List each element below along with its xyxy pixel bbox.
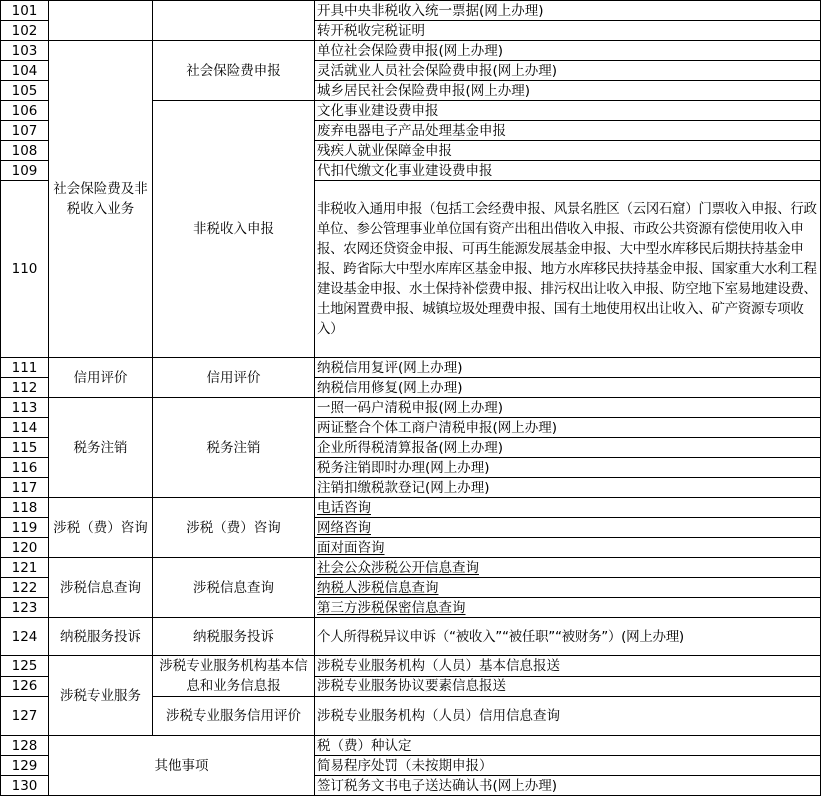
row-number: 103	[1, 41, 49, 61]
row-number: 121	[1, 558, 49, 578]
row-number: 102	[1, 21, 49, 41]
service-item: 税（费）种认定	[315, 736, 821, 756]
row-number: 104	[1, 61, 49, 81]
service-item: 签订税务文书电子送达确认书(网上办理)	[315, 776, 821, 796]
row-number: 115	[1, 438, 49, 458]
category-social-nontax: 社会保险费及非税收入业务	[49, 41, 153, 358]
service-item: 网络咨询	[315, 518, 821, 538]
service-item: 纳税信用修复(网上办理)	[315, 378, 821, 398]
row-number: 101	[1, 1, 49, 21]
subcategory-empty	[153, 1, 315, 41]
service-item: 转开税收完税证明	[315, 21, 821, 41]
row-number: 124	[1, 618, 49, 656]
row-number: 118	[1, 498, 49, 518]
subcategory-info-query: 涉税信息查询	[153, 558, 315, 618]
category-empty	[49, 1, 153, 41]
service-item: 两证整合个体工商户清税申报(网上办理)	[315, 418, 821, 438]
subcategory-credit: 信用评价	[153, 358, 315, 398]
service-item: 残疾人就业保障金申报	[315, 141, 821, 161]
service-item: 涉税专业服务协议要素信息报送	[315, 676, 821, 697]
service-item: 一照一码户清税申报(网上办理)	[315, 398, 821, 418]
service-item: 灵活就业人员社会保险费申报(网上办理)	[315, 61, 821, 81]
table-row	[1, 558, 821, 578]
table-row	[1, 498, 821, 518]
row-number: 110	[1, 181, 49, 358]
service-item: 简易程序处罚（未按期申报）	[315, 756, 821, 776]
category-deregistration: 税务注销	[49, 398, 153, 498]
table-row	[1, 736, 821, 756]
service-item: 废弃电器电子产品处理基金申报	[315, 121, 821, 141]
table-row	[1, 398, 821, 418]
category-credit: 信用评价	[49, 358, 153, 398]
subcategory-prof-credit: 涉税专业服务信用评价	[153, 697, 315, 736]
table-row	[1, 656, 821, 677]
row-number: 129	[1, 756, 49, 776]
category-other: 其他事项	[49, 736, 315, 796]
row-number: 126	[1, 676, 49, 697]
service-item: 城乡居民社会保险费申报(网上办理)	[315, 81, 821, 101]
row-number: 117	[1, 478, 49, 498]
row-number: 113	[1, 398, 49, 418]
subcategory-social-insurance: 社会保险费申报	[153, 41, 315, 101]
row-number: 109	[1, 161, 49, 181]
service-item: 纳税人涉税信息查询	[315, 578, 821, 598]
row-number: 112	[1, 378, 49, 398]
service-item: 第三方涉税保密信息查询	[315, 598, 821, 618]
service-item: 税务注销即时办理(网上办理)	[315, 458, 821, 478]
table-row	[1, 618, 821, 656]
row-number: 114	[1, 418, 49, 438]
row-number: 108	[1, 141, 49, 161]
service-item: 企业所得税清算报备(网上办理)	[315, 438, 821, 458]
service-item: 非税收入通用申报（包括工会经费申报、风景名胜区（云冈石窟）门票收入申报、行政单位、参公管理事业单位国有资产出租出借收入申报、市政公共资源有偿使用收入申报、农网还贷资金申报、可再生能源发展基金申报、大中型水库移民后期扶持基金申报、跨省际大中型水库库区基金申报、地方水库移民扶持基金申报、国家重大水利工程建设基金申报、水土保持补偿费申报、排污权出让收入申报、防空地下室易地建设费、土地闲置费申报、城镇垃圾处理费申报、国有土地使用权出让收入、矿产资源专项收入）	[315, 181, 821, 358]
row-number: 111	[1, 358, 49, 378]
service-item: 单位社会保险费申报(网上办理)	[315, 41, 821, 61]
service-item: 面对面咨询	[315, 538, 821, 558]
subcategory-prof-basic-info: 涉税专业服务机构基本信息和业务信息报	[153, 656, 315, 697]
service-item: 涉税专业服务机构（人员）信用信息查询	[315, 697, 821, 736]
row-number: 122	[1, 578, 49, 598]
row-number: 107	[1, 121, 49, 141]
row-number: 116	[1, 458, 49, 478]
category-info-query: 涉税信息查询	[49, 558, 153, 618]
row-number: 106	[1, 101, 49, 121]
service-item: 个人所得税异议申诉（“被收入”“被任职”“被财务”）(网上办理)	[315, 618, 821, 656]
service-item: 电话咨询	[315, 498, 821, 518]
row-number: 125	[1, 656, 49, 677]
row-number: 105	[1, 81, 49, 101]
service-item: 注销扣缴税款登记(网上办理)	[315, 478, 821, 498]
category-consultation: 涉税（费）咨询	[49, 498, 153, 558]
row-number: 120	[1, 538, 49, 558]
category-professional-service: 涉税专业服务	[49, 656, 153, 736]
table-row	[1, 358, 821, 378]
subcategory-nontax: 非税收入申报	[153, 101, 315, 358]
service-item: 文化事业建设费申报	[315, 101, 821, 121]
subcategory-complaint: 纳税服务投诉	[153, 618, 315, 656]
service-item: 纳税信用复评(网上办理)	[315, 358, 821, 378]
subcategory-deregistration: 税务注销	[153, 398, 315, 498]
row-number: 130	[1, 776, 49, 796]
row-number: 123	[1, 598, 49, 618]
table-row	[1, 41, 821, 61]
service-item: 涉税专业服务机构（人员）基本信息报送	[315, 656, 821, 677]
row-number: 127	[1, 697, 49, 736]
service-item: 社会公众涉税公开信息查询	[315, 558, 821, 578]
subcategory-consultation: 涉税（费）咨询	[153, 498, 315, 558]
service-item: 开具中央非税收入统一票据(网上办理)	[315, 1, 821, 21]
row-number: 128	[1, 736, 49, 756]
row-number: 119	[1, 518, 49, 538]
table-row	[1, 1, 821, 21]
service-item: 代扣代缴文化事业建设费申报	[315, 161, 821, 181]
category-complaint: 纳税服务投诉	[49, 618, 153, 656]
